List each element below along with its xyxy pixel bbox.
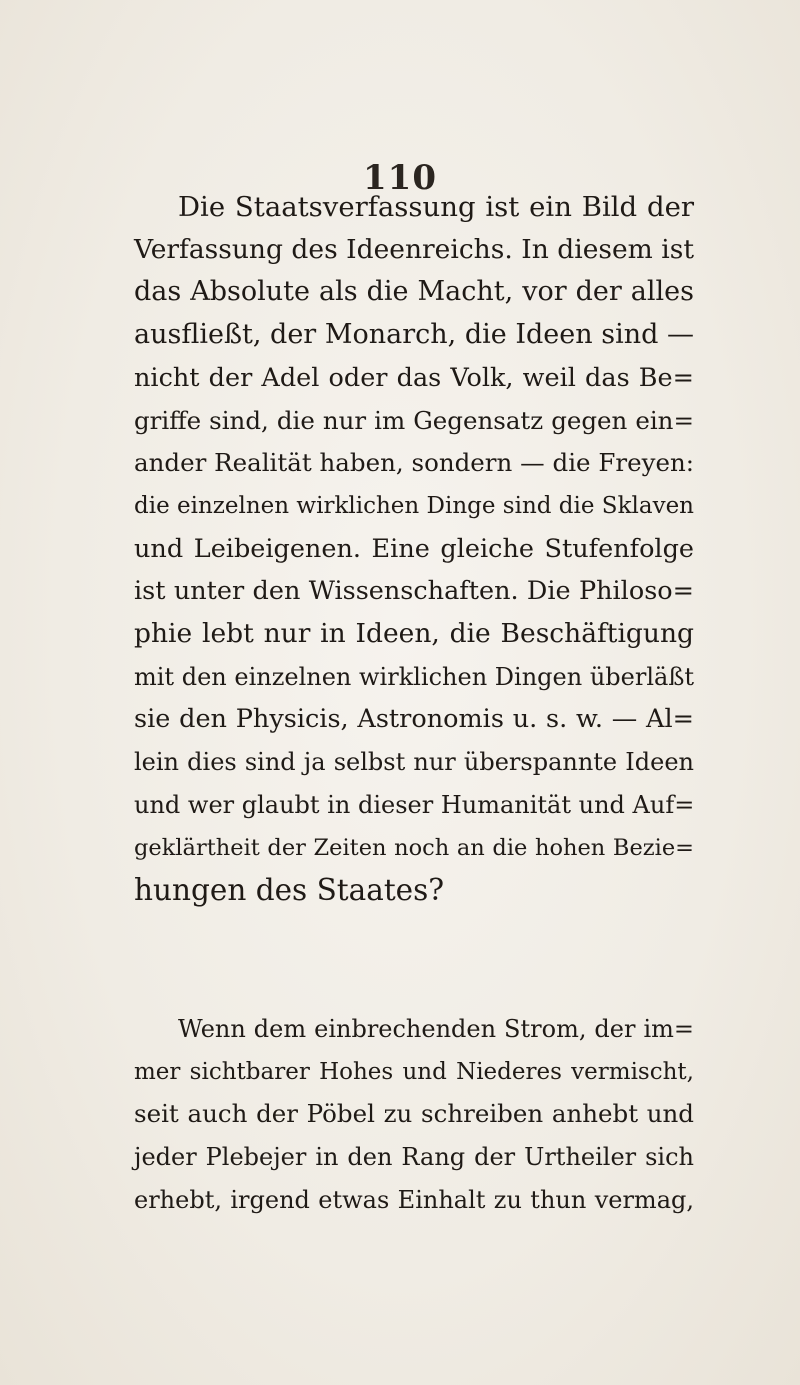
text-line: Verfassung des Ideenreichs. In diesem ist xyxy=(134,233,694,265)
text-line: das Absolute als die Macht, vor der alles xyxy=(134,276,694,308)
text-line: mer sichtbarer Hohes und Niederes vermischt, xyxy=(134,1058,694,1085)
text-line: ander Realität haben, sondern — die Freyen: xyxy=(134,448,694,478)
text-line: ausfließt, der Monarch, die Ideen sind — xyxy=(134,319,694,351)
text-line: jeder Plebejer in den Rang der Urtheiler sich xyxy=(134,1143,694,1172)
text-line: mit den einzelnen wirklichen Dingen überläßt xyxy=(134,662,694,691)
text-line: griffe sind, die nur im Gegensatz gegen ein= xyxy=(134,405,694,435)
text-line: und wer glaubt in dieser Humanität und Auf= xyxy=(134,790,695,819)
text-line: seit auch der Pöbel zu schreiben anhebt und xyxy=(134,1099,694,1129)
paragraph-1 xyxy=(134,186,694,912)
text-line: nicht der Adel oder das Volk, weil das Be= xyxy=(134,362,694,393)
text-line: und Leibeigenen. Eine gleiche Stufenfolge xyxy=(134,533,694,564)
text-line: Wenn dem einbrechenden Strom, der im= xyxy=(178,1015,694,1043)
text-line: Die Staatsverfassung ist ein Bild der xyxy=(178,191,694,223)
text-line: ist unter den Wissenschaften. Die Philoso= xyxy=(134,576,694,607)
text-line: lein dies sind ja selbst nur überspannte Ideen xyxy=(134,748,694,777)
text-line: geklärtheit der Zeiten noch an die hohen Bezie= xyxy=(134,834,694,861)
text-line: sie den Physicis, Astronomis u. s. w. — Al= xyxy=(134,704,694,735)
page-number: 110 xyxy=(363,158,437,198)
text-line: hungen des Staates? xyxy=(134,873,445,908)
text-line: erhebt, irgend etwas Einhalt zu thun vermag, xyxy=(134,1185,694,1214)
text-line: die einzelnen wirklichen Dinge sind die Sklaven xyxy=(134,492,694,519)
text-line: phie lebt nur in Ideen, die Beschäftigung xyxy=(134,618,694,650)
paragraph-2 xyxy=(134,1008,694,1222)
